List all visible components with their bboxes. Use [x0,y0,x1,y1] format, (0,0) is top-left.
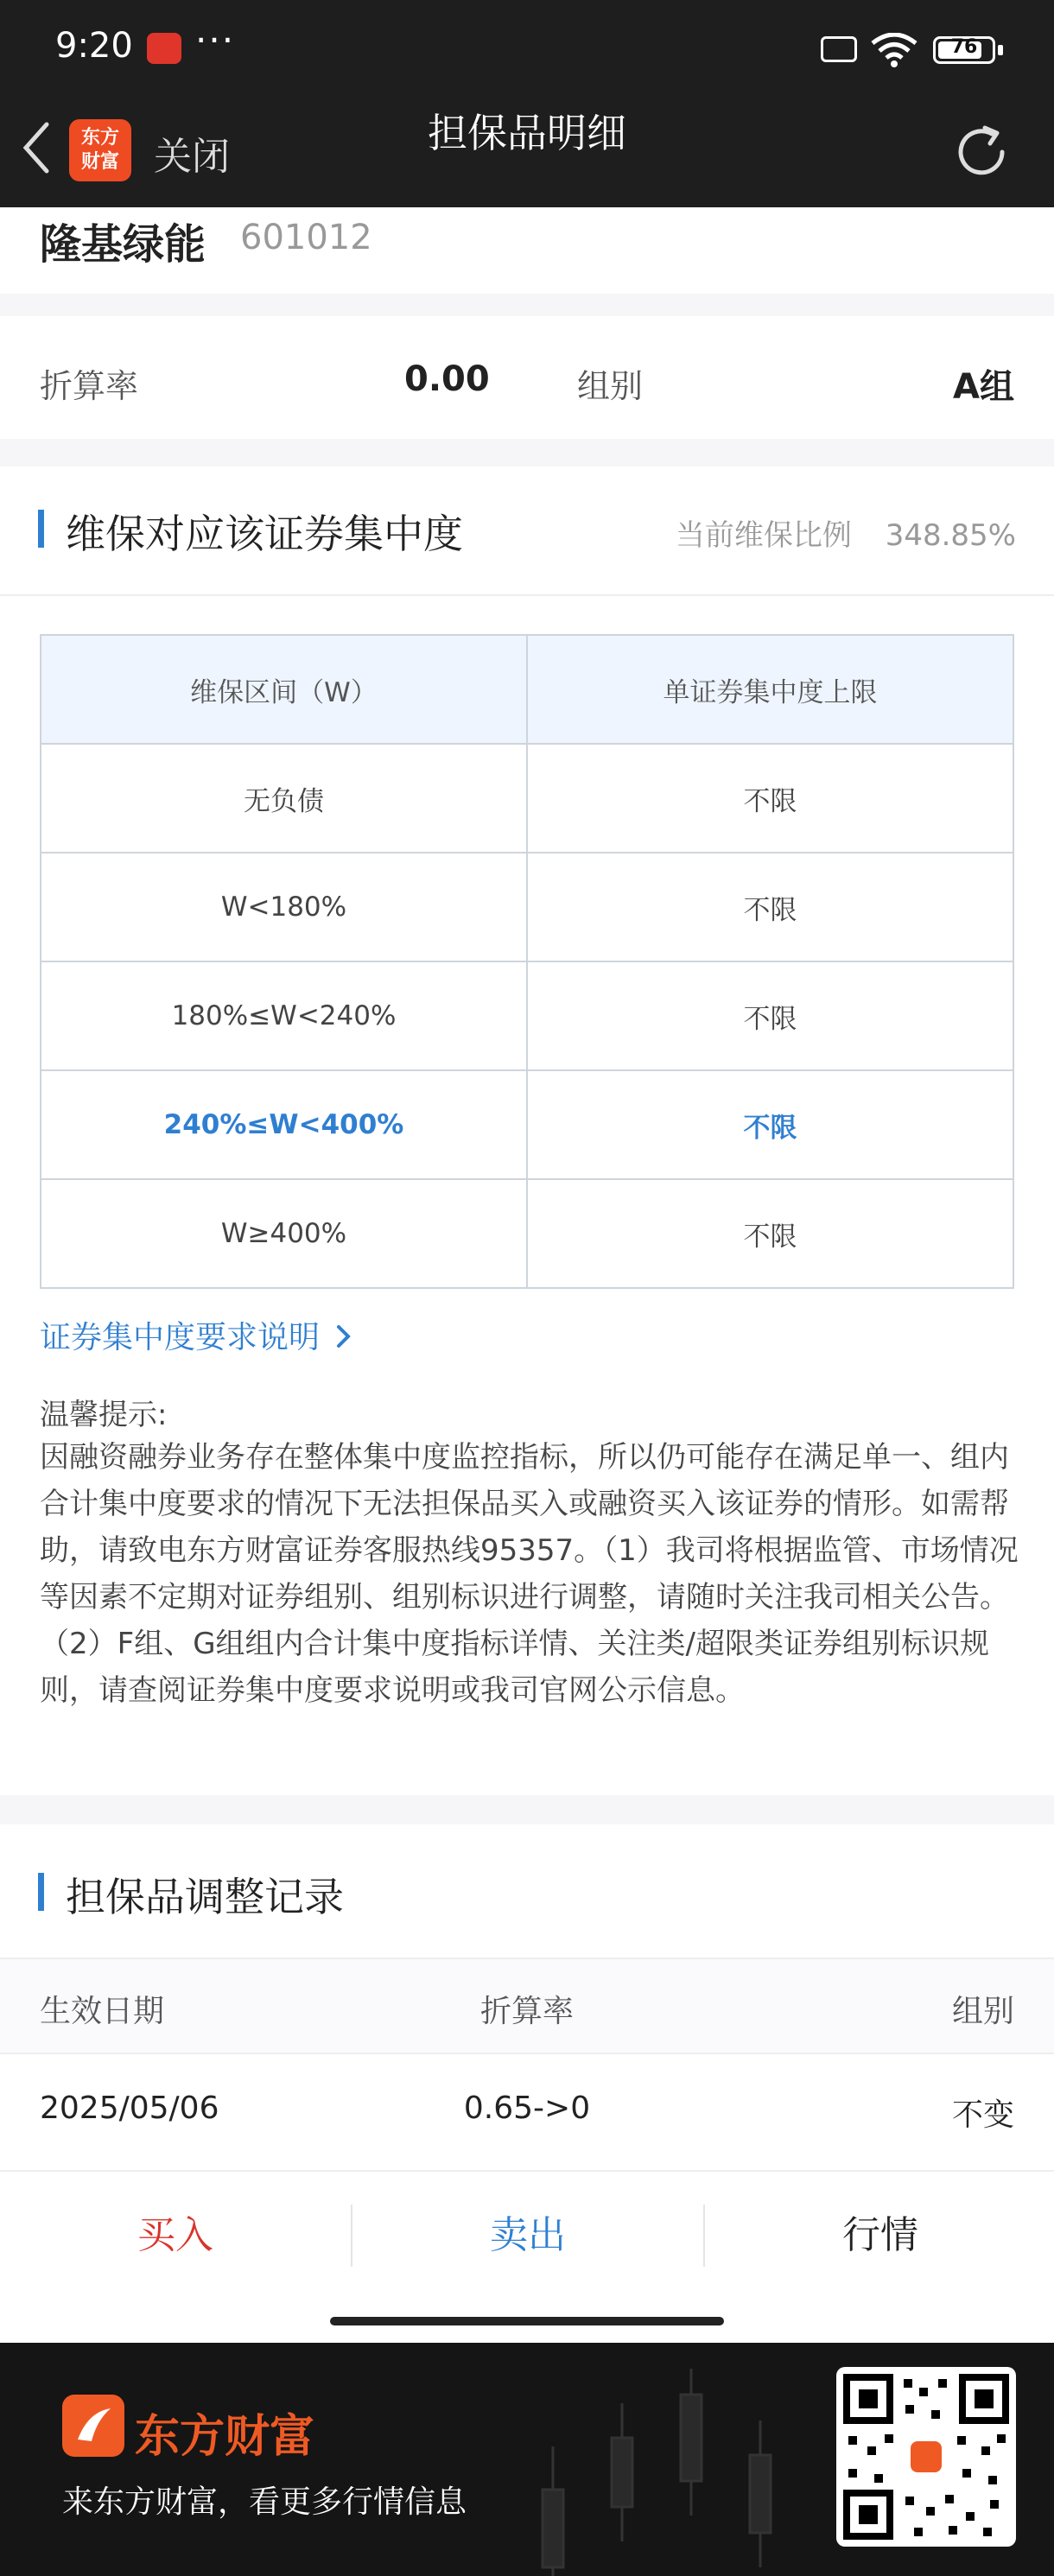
quote-button[interactable]: 行情 [842,2213,918,2257]
table-row [41,744,1013,853]
page-title: 担保品明细 [428,110,626,156]
table-row [41,853,1013,961]
table-cell: 不限 [527,744,1013,853]
table-row [41,1179,1013,1288]
tip-body: 因融资融券业务存在整体集中度监控指标，所以仍可能存在满足单一、组内合计集中度要求的情况下无法担保品买入或融资买入该证券的情形。如需帮助，请致电东方财富证券客服热线95357。（1）我司将根据监管、市场情况等因素不定期对证券组别、组别标识进行调整，请随时关注我司相关公告。（2）F组、G组组内合计集中度指标详情、关注类/超限类证券组别标识规则，请查阅证券集中度要求说明或我司官网公示信息。 [40,1440,1019,1708]
rate-label: 折算率 [40,367,139,405]
home-indicator[interactable] [330,2317,724,2325]
table-row [0,2054,1054,2167]
footer-logo-icon [62,2395,124,2457]
table-cell: 不限 [527,1070,1013,1179]
battery-icon [933,36,995,64]
close-button[interactable]: 关闭 [154,135,230,179]
candlestick-decoration [518,2343,829,2576]
wifi-icon [871,33,917,67]
buy-button[interactable]: 买入 [137,2213,213,2257]
qr-code [836,2367,1016,2547]
maintenance-ratio-label: 当前维保比例 [675,518,852,553]
table-cell: 无负债 [41,744,527,853]
record-rate: 0.65->0 [463,2091,591,2126]
section-marker [38,510,44,548]
section-marker [38,1873,44,1911]
table-header-row [41,635,1013,744]
records-header-date: 生效日期 [40,1994,165,2029]
table-row-current [41,1070,1013,1179]
more-notifications-icon: ··· [195,19,236,61]
records-header-group: 组别 [951,1994,1014,2029]
rate-value: 0.00 [404,359,490,399]
concentration-requirements-link[interactable] [40,1313,353,1357]
records-header-rate: 折算率 [479,1994,574,2029]
table-header: 维保区间（W） [41,635,527,744]
group-label: 组别 [577,367,644,405]
records-title: 担保品调整记录 [66,1874,344,1920]
stock-code: 601012 [240,218,372,257]
link-label: 证券集中度要求说明 [40,1320,321,1355]
chevron-right-icon [334,1323,353,1349]
record-group: 不变 [951,2097,1014,2133]
footer-brand: 东方财富 [135,2411,315,2463]
mute-icon [821,36,857,62]
top-bar [0,0,1054,207]
table-cell: 不限 [527,1179,1013,1288]
table-cell: 240%≤W<400% [41,1070,527,1179]
concentration-table [40,634,1014,1289]
footer-banner [0,2343,1054,2576]
table-cell: W≥400% [41,1179,527,1288]
app-logo: 东方 财富 [69,119,131,181]
stock-name: 隆基绿能 [40,220,206,269]
battery-level: 76 [950,36,978,58]
table-cell: 不限 [527,853,1013,961]
table-row [41,961,1013,1070]
footer-slogan: 来东方财富，看更多行情信息 [62,2484,467,2520]
maintenance-ratio [676,511,1016,554]
section-gap [0,1795,1054,1824]
group-value: A组 [953,367,1014,407]
refresh-icon[interactable] [949,119,1014,185]
table-cell: W<180% [41,853,527,961]
tip-title: 温馨提示: [40,1398,168,1432]
status-time: 9:20 [55,26,133,66]
concentration-title: 维保对应该证券集中度 [66,511,463,557]
section-gap [0,439,1054,466]
table-cell: 180%≤W<240% [41,961,527,1070]
notification-app-icon [147,33,181,64]
section-gap [0,294,1054,316]
table-cell: 不限 [527,961,1013,1070]
record-date: 2025/05/06 [40,2091,219,2126]
table-header: 单证券集中度上限 [527,635,1013,744]
maintenance-ratio-value: 348.85% [885,518,1016,553]
sell-button[interactable]: 卖出 [490,2213,566,2257]
